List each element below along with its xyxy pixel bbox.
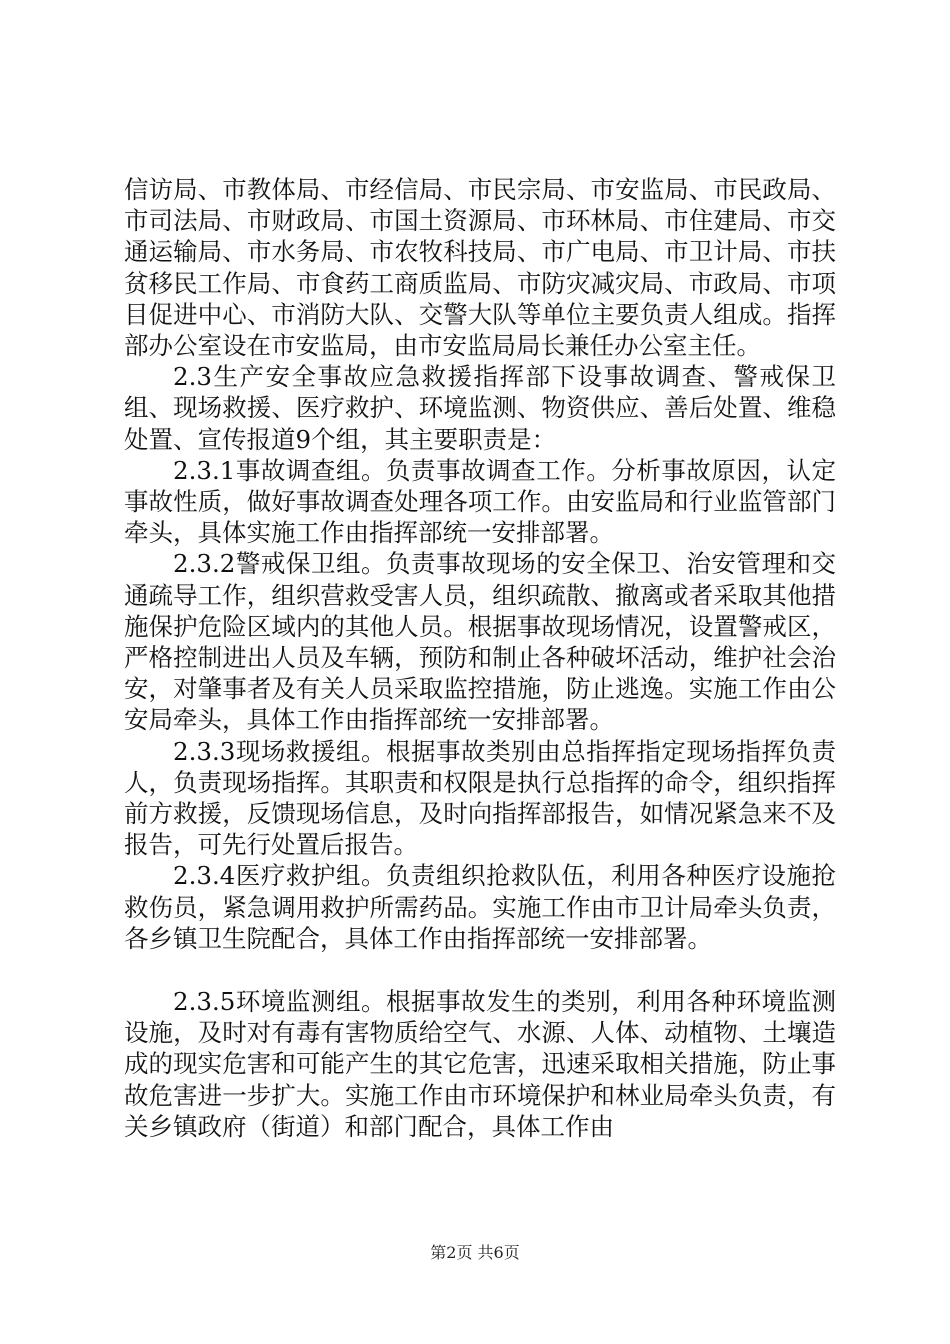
- paragraph-2-3-2-security: 2.3.2警戒保卫组。负责事故现场的安全保卫、治安管理和交通疏导工作，组织营救受害人员，组织疏散、撤离或者采取其他措施保护危险区域内的其他人员。根据事故现场情况，设置警戒区，严格控制进出人员及车辆，预防和制止各种破坏活动，维护社会治安，对肇事者及有关人员采取监控措施，防止逃逸。实施工作由公安局牵头，具体工作由指挥部统一安排部署。: [124, 549, 836, 735]
- paragraph-member-units: 信访局、市教体局、市经信局、市民宗局、市安监局、市民政局、市司法局、市财政局、市国土资源局、市环林局、市住建局、市交通运输局、市水务局、市农牧科技局、市广电局、市卫计局、市扶贫移民工作局、市食药工商质监局、市防灾减灾局、市政局、市项目促进中心、市消防大队、交警大队等单位主要负责人组成。指挥部办公室设在市安监局，由市安监局局长兼任办公室主任。: [124, 175, 836, 361]
- paragraph-2-3-4-medical: 2.3.4医疗救护组。负责组织抢救队伍，利用各种医疗设施抢救伤员，紧急调用救护所需药品。实施工作由市卫计局牵头负责，各乡镇卫生院配合，具体工作由指挥部统一安排部署。: [124, 861, 836, 953]
- paragraph-2-3-3-rescue: 2.3.3现场救援组。根据事故类别由总指挥指定现场指挥负责人，负责现场指挥。其职责和权限是执行总指挥的命令，组织指挥前方救援，反馈现场信息，及时向指挥部报告，如情况紧急来不及报告，可先行处置后报告。: [124, 736, 836, 860]
- paragraph-2-3-groups: 2.3生产安全事故应急救援指挥部下设事故调查、警戒保卫组、现场救援、医疗救护、环境监测、物资供应、善后处置、维稳处置、宣传报道9个组，其主要职责是：: [124, 362, 836, 454]
- paragraph-spacer: [124, 954, 836, 986]
- paragraph-2-3-5-environment: 2.3.5环境监测组。根据事故发生的类别，利用各种环境监测设施，及时对有毒有害物质给空气、水源、人体、动植物、土壤造成的现实危害和可能产生的其它危害，迅速采取相关措施，防止事故危害进一步扩大。实施工作由市环境保护和林业局牵头负责，有关乡镇政府（街道）和部门配合，具体工作由: [124, 987, 836, 1141]
- document-body: [124, 174, 836, 1142]
- page-number-footer: 第2页 共6页: [430, 1243, 520, 1262]
- paragraph-2-3-1-investigation: 2.3.1事故调查组。负责事故调查工作。分析事故原因，认定事故性质，做好事故调查处理各项工作。由安监局和行业监管部门牵头，具体实施工作由指挥部统一安排部署。: [124, 455, 836, 548]
